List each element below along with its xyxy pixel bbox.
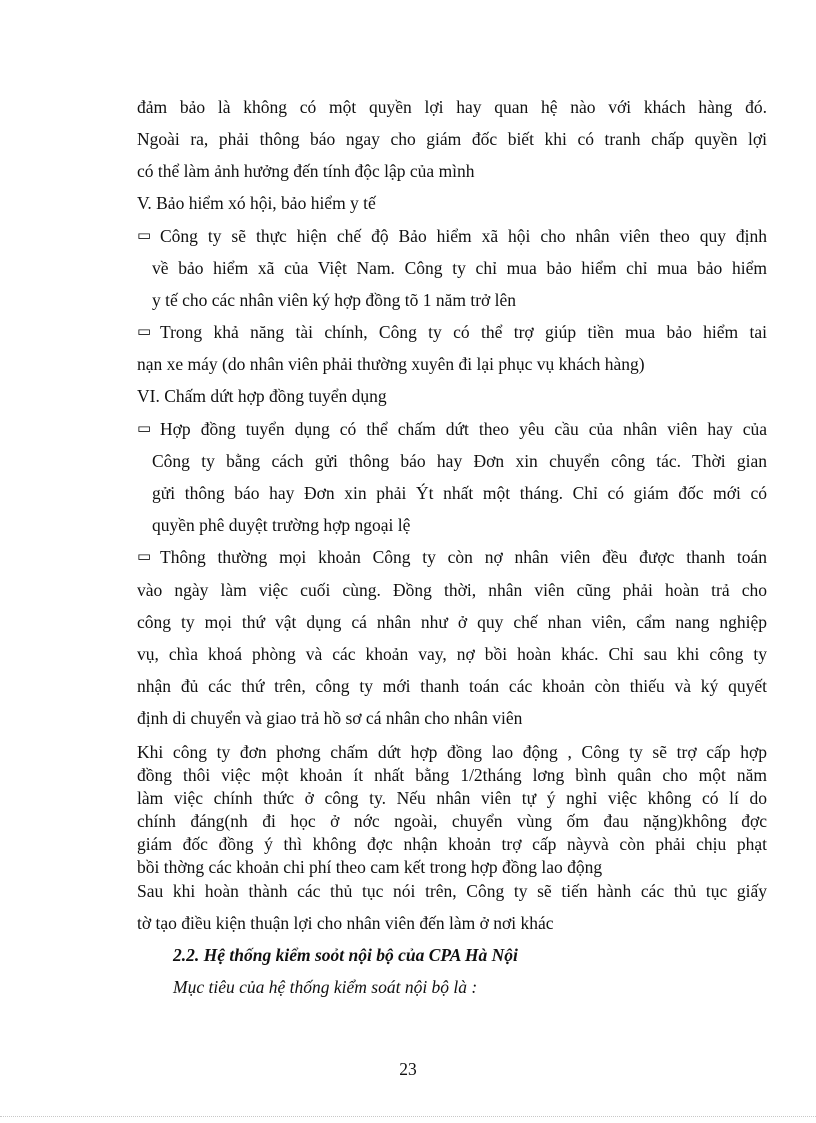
page-number: 23: [399, 1059, 417, 1079]
bullet3-line-1: Hợp đồng tuyển dụng có thể chấm dứt theo yêu cầu của nhân viên hay của: [160, 419, 767, 439]
bullet1-line-1: Công ty sẽ thực hiện chế độ Bảo hiểm xã hội cho nhân viên theo quy định: [160, 226, 767, 246]
bullet2-line-1: Trong khả năng tài chính, Công ty có thể trợ giúp tiền mua bảo hiểm tai: [160, 322, 767, 342]
para2-line-2: đồng thôi việc một khoản ít nhất bằng 1/2tháng lơng bình quân cho một năm: [137, 765, 767, 785]
section-heading-v: V. Bảo hiểm xó hội, bảo hiểm y tế: [137, 193, 376, 213]
para2-line-5: giám đốc đồng ý thì không đợc nhận khoản trợ cấp nàyvà còn phải chịu phạt: [137, 834, 767, 854]
bullet-icon: ▭: [137, 549, 152, 565]
para2-line-4: chính đáng(nh đi học ở nớc ngoài, chuyển vùng ốm đau nặng)không đợc: [137, 811, 767, 831]
bullet4-line-5: nhận đủ các thứ trên, công ty mới thanh toán các khoản còn thiếu và ký quyết: [137, 676, 767, 696]
section-heading-vi: VI. Chấm dứt hợp đồng tuyển dụng: [137, 386, 387, 406]
bullet-icon: ▭: [137, 421, 152, 437]
bullet3-line-2: Công ty bằng cách gửi thông báo hay Đơn xin chuyển công tác. Thời gian: [152, 451, 767, 471]
section-intro: Mục tiêu của hệ thống kiểm soát nội bộ là :: [173, 977, 478, 997]
bullet4-line-1: Thông thường mọi khoản Công ty còn nợ nhân viên đều được thanh toán: [160, 547, 767, 567]
bullet3-line-3: gửi thông báo hay Đơn xin phải Ýt nhất một tháng. Chỉ có giám đốc mới có: [152, 483, 767, 503]
bullet3-line-4: quyền phê duyệt trường hợp ngoại lệ: [152, 515, 411, 535]
para2-line-3: làm việc chính thức ở công ty. Nếu nhân viên tự ý nghỉ việc không có lí do: [137, 788, 767, 808]
para2-line-1: Khi công ty đơn phơng chấm dứt hợp đồng lao động , Công ty sẽ trợ cấp hợp: [137, 742, 767, 762]
bullet4-line-2: vào ngày làm việc cuối cùng. Đồng thời, nhân viên cũng phải hoàn trả cho: [137, 580, 767, 600]
bullet4-line-3: công ty mọi thứ vật dụng cá nhân như ở quy chế nhan viên, cẩm nang nghiệp: [137, 612, 767, 632]
page-bottom-rule: [0, 1116, 816, 1117]
para2-line-6: bồi thờng các khoản chi phí theo cam kết trong hợp đồng lao động: [137, 857, 603, 877]
para3-line-2: tờ tạo điều kiện thuận lợi cho nhân viên đến làm ở nơi khác: [137, 913, 554, 933]
bullet2-line-2: nạn xe máy (do nhân viên phải thường xuyên đi lại phục vụ khách hàng): [137, 354, 645, 374]
para3-line-1: Sau khi hoàn thành các thủ tục nói trên, Công ty sẽ tiến hành các thủ tục giấy: [137, 881, 767, 901]
para1-line-2: Ngoài ra, phải thông báo ngay cho giám đốc biết khi có tranh chấp quyền lợi: [137, 129, 767, 149]
bullet-icon: ▭: [137, 324, 152, 340]
bullet-icon: ▭: [137, 228, 152, 244]
bullet1-line-2: về bảo hiểm xã của Việt Nam. Công ty chỉ mua bảo hiểm chỉ mua bảo hiểm: [152, 258, 767, 278]
bullet4-line-6: định di chuyển và giao trả hồ sơ cá nhân cho nhân viên: [137, 708, 523, 728]
bullet1-line-3: y tế cho các nhân viên ký hợp đồng tõ 1 năm trở lên: [152, 290, 517, 310]
para1-line-3: có thể làm ảnh hưởng đến tính độc lập của mình: [137, 161, 475, 181]
section-heading-2-2: 2.2. Hệ thống kiểm soỏt nội bộ của CPA Hà Nội: [173, 945, 518, 965]
para1-line-1: đảm bảo là không có một quyền lợi hay quan hệ nào với khách hàng đó.: [137, 97, 767, 117]
bullet4-line-4: vụ, chìa khoá phòng và các khoản vay, nợ bồi hoàn khác. Chỉ sau khi công ty: [137, 644, 767, 664]
